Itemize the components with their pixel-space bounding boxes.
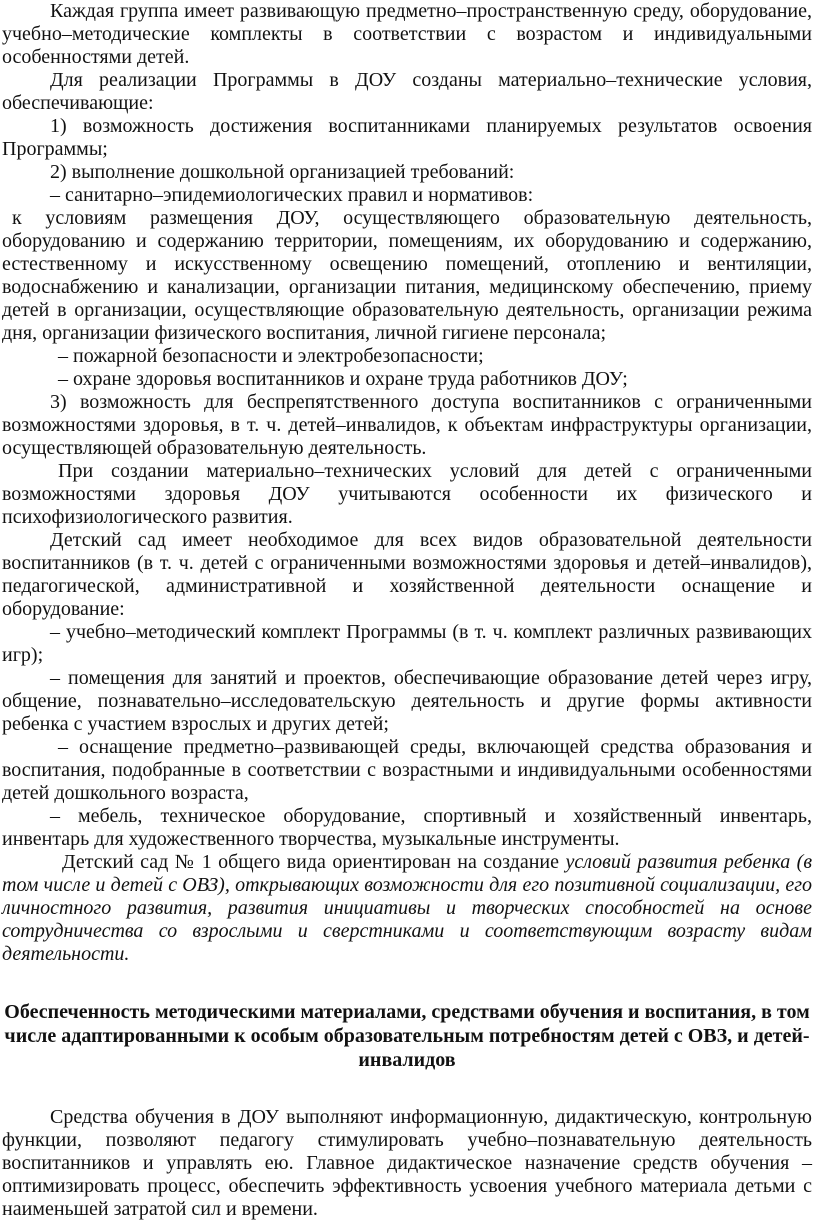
paragraph-item-1: 1) возможность достижения воспитанниками планируемых результатов освоения Программы; [2,115,812,160]
paragraph-item-3: 3) возможность для беспрепятственного доступа воспитанников с ограниченными возможностями здоровья, в т. ч. детей–инвалидов, к объектам инфраструктуры организации, осуществляющей образовательную деятельность. [2,391,812,459]
paragraph-sanitary: – санитарно–эпидемиологических правил и нормативов: [50,184,534,206]
section-heading: Обеспеченность методическими материалами, средствами обучения и воспитания, в том числе адаптированными к особым образовательным потребностям детей с ОВЗ, и детей-инвалидов [4,1001,810,1071]
paragraph-item-2: 2) выполнение дошкольной организацией требований: [50,161,515,183]
paragraph-environment-equipment: – оснащение предметно–развивающей среды, включающей средства образования и воспитания, подобранные в соответствии с возрастными и индивидуальными особенностями детей дошкольного возраста, [2,736,812,804]
paragraph-environment: Каждая группа имеет развивающую предметно–пространственную среду, оборудование, учебно–методические комплекты в соответствии с возрастом и индивидуальными особенностями детей. [2,0,812,68]
paragraph-furniture: – мебель, техническое оборудование, спортивный и хозяйственный инвентарь, инвентарь для художественного творчества, музыкальные инструменты. [2,805,812,850]
paragraph-learning-tools: Средства обучения в ДОУ выполняют информационную, дидактическую, контрольную функции, позволяют педагогу стимулировать учебно–познавательную деятельность воспитанников и управлять ею. Главное дидактическое назначение средств обучения – оптимизировать процесс, обеспечить эффективность усвоения учебного материала детьми с наименьшей затратой сил и времени. [2,1106,812,1220]
paragraph-rooms: – помещения для занятий и проектов, обеспечивающие образование детей через игру, общение, познавательно–исследовательскую деятельность и другие формы активности ребенка с участием взрослых и других детей; [2,667,812,735]
paragraph-sanitary-details: к условиям размещения ДОУ, осуществляющего образовательную деятельность, оборудованию и содержанию территории, помещениям, их оборудованию и содержанию, естественному и искусственному освещению помещений, отоплению и вентиляции, водоснабжению и канализации, организации питания, медицинскому обеспечению, приему детей в организации, осуществляющие образовательную деятельность, организации режима дня, организации физического воспитания, личной гигиене персонала; [2,207,812,344]
paragraph-methodical-kit: – учебно–методический комплект Программы (в т. ч. комплект различных развивающих игр); [2,621,812,666]
orientation-regular-text: Детский сад № 1 общего вида ориентирован на создание [62,851,566,873]
orientation-italic-text: условий развития ребенка (в том числе и детей с ОВЗ), открывающих возможности для его позитивной социализации, его личностного развития, развития инициативы и творческих способностей на основе сотрудничества со взрослыми и сверстниками и соответствующим возрасту видам деятельности. [2,851,813,965]
paragraph-health-protection: – охране здоровья воспитанников и охране труда работников ДОУ; [58,368,628,390]
paragraph-orientation [2,851,812,966]
paragraph-fire-safety: – пожарной безопасности и электробезопасности; [58,345,484,367]
paragraph-equipment-intro: Детский сад имеет необходимое для всех видов образовательной деятельности воспитанников (в т. ч. детей с ограниченными возможностями здоровья и детей–инвалидов), педагогической, административной и хозяйственной деятельности оснащение и оборудование: [2,529,812,620]
paragraph-conditions-intro: Для реализации Программы в ДОУ созданы материально–технические условия, обеспечивающие: [2,69,812,114]
paragraph-ovz-conditions: При создании материально–технических условий для детей с ограниченными возможностями здоровья ДОУ учитываются особенности их физического и психофизиологического развития. [2,460,812,528]
